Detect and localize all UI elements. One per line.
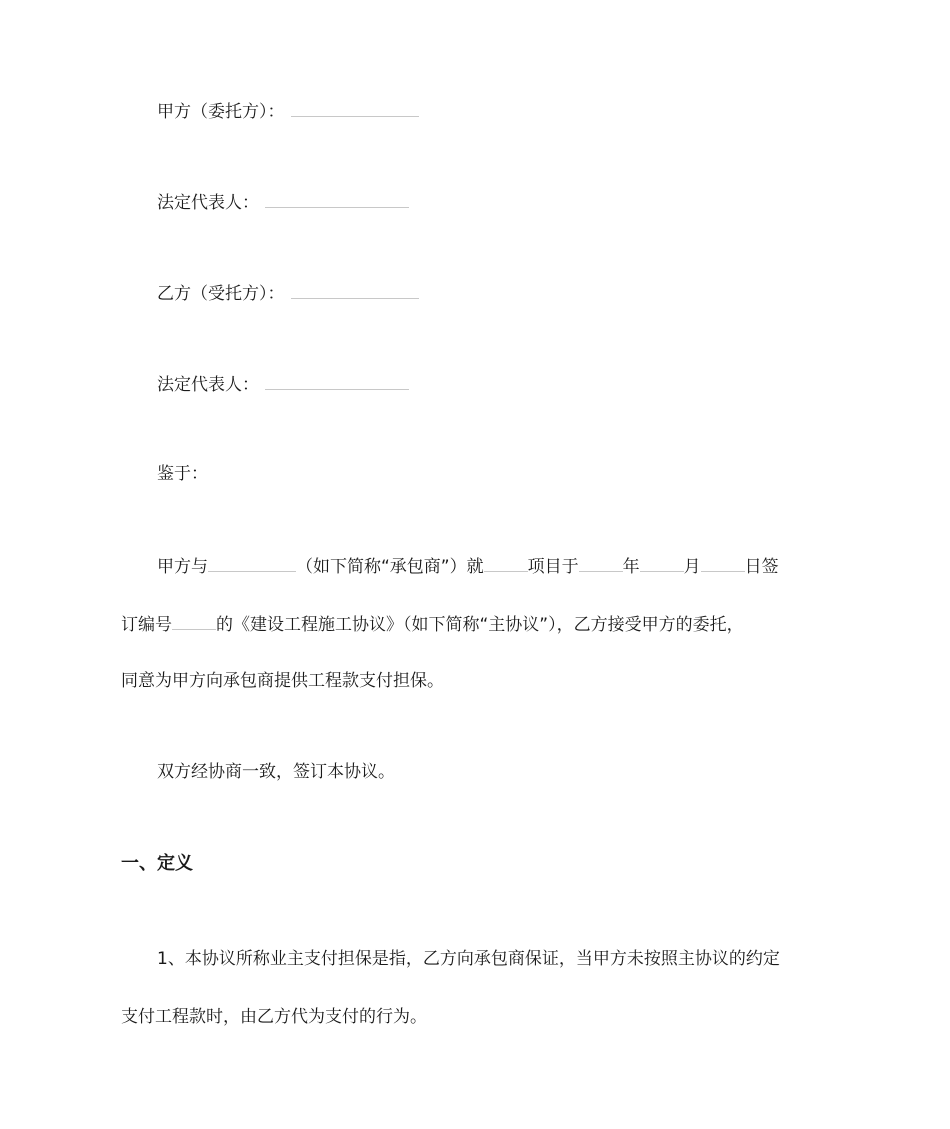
party-a-line — [157, 98, 419, 122]
section-1-title: 一、定义 — [121, 853, 193, 874]
whereas-text-5: 月 — [683, 557, 701, 577]
whereas-label: 鉴于： — [157, 464, 208, 484]
clause-1-line-1: 1、本协议所称业主支付担保是指，乙方向承包商保证，当甲方未按照主协议的约定 — [157, 949, 780, 969]
whereas-para-line-1 — [157, 553, 779, 577]
party-b-blank[interactable] — [291, 280, 419, 299]
agreement-line: 双方经协商一致，签订本协议。 — [157, 762, 395, 782]
party-a-rep-line — [157, 189, 409, 213]
whereas-text-4: 年 — [622, 557, 640, 577]
month-blank[interactable] — [640, 553, 684, 572]
party-a-rep-blank[interactable] — [265, 189, 409, 208]
party-b-rep-label: 法定代表人： — [157, 375, 259, 395]
year-blank[interactable] — [579, 553, 623, 572]
whereas-text-8: 的《建设工程施工协议》（如下简称“主协议”），乙方接受甲方的委托， — [216, 615, 744, 635]
clause-1-line-2: 支付工程款时，由乙方代为支付的行为。 — [121, 1007, 427, 1027]
whereas-para-line-2 — [121, 611, 744, 635]
whereas-text-2: （如下简称“承包商”）就 — [296, 557, 484, 577]
party-b-rep-blank[interactable] — [265, 371, 409, 390]
party-a-blank[interactable] — [291, 98, 419, 117]
whereas-text-3: 项目于 — [527, 557, 579, 577]
whereas-text-1: 甲方与 — [157, 557, 208, 577]
whereas-para-line-3: 同意为甲方向承包商提供工程款支付担保。 — [121, 671, 444, 691]
whereas-text-6: 日签 — [744, 557, 779, 577]
project-blank[interactable] — [484, 553, 528, 572]
party-b-line — [157, 280, 419, 304]
contractor-blank[interactable] — [208, 553, 296, 572]
party-b-rep-line — [157, 371, 409, 395]
whereas-text-7: 订编号 — [121, 615, 172, 635]
party-a-rep-label: 法定代表人： — [157, 193, 259, 213]
contract-number-blank[interactable] — [172, 611, 216, 630]
party-a-label: 甲方（委托方）： — [157, 102, 285, 122]
party-b-label: 乙方（受托方）： — [157, 284, 285, 304]
day-blank[interactable] — [701, 553, 745, 572]
